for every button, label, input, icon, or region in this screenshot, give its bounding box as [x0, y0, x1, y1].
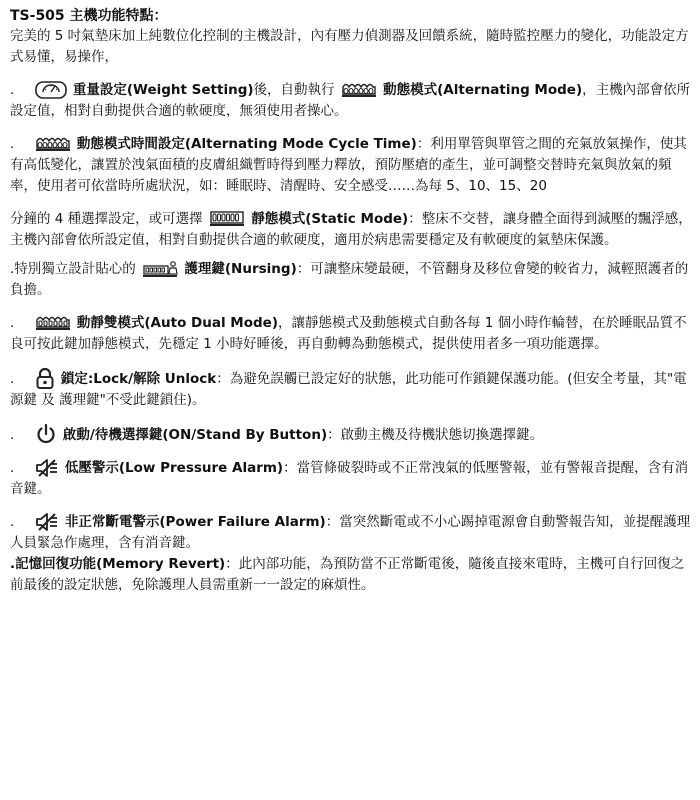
nursing-lead: .特別獨立設計貼心的 — [10, 261, 136, 277]
weight-setting-label: 重量設定(Weight Setting) — [72, 82, 254, 98]
feature-nursing — [10, 259, 692, 301]
feature-low-pressure-alarm — [10, 458, 692, 500]
power-failure-alarm-desc: ：當突然斷電或不小心踢掉電源會自動警報告知，並提醒護理人員緊急作處理，含有消音鍵。 — [10, 514, 691, 551]
power-icon — [35, 423, 57, 445]
lock-label: 鎖定:Lock/解除 Unlock — [60, 371, 217, 387]
memory-revert-desc: ：此內部功能，為預防當不正常斷電後，隨後直接來電時，主機可自行回復之前最後的設定狀態，免除護理人員需重新一一設定的麻煩性。 — [10, 556, 685, 593]
static-mode-label: 靜態模式(Static Mode) — [251, 211, 409, 227]
lock-icon — [35, 367, 55, 389]
bullet: . — [10, 315, 15, 331]
low-pressure-alarm-desc: ：當管條破裂時或不正常洩氣的低壓警報，並有警報音提醒，含有消音鍵。 — [10, 460, 689, 497]
auto-dual-mode-label: 動靜雙模式(Auto Dual Mode) — [76, 315, 278, 331]
nursing-mattress-icon — [142, 259, 178, 279]
feature-auto-dual-mode — [10, 313, 692, 355]
feature-weight-setting — [10, 80, 692, 122]
bullet: . — [10, 136, 15, 152]
feature-static-mode — [10, 209, 692, 251]
feature-cycle-time — [10, 134, 692, 197]
power-button-desc: ：啟動主機及待機狀態切換選擇鍵。 — [327, 427, 544, 443]
power-button-label: 啟動/待機選擇鍵(ON/Stand By Button) — [62, 427, 328, 443]
bullet: . — [10, 82, 15, 98]
static-mattress-icon — [209, 209, 245, 229]
document-title: TS-505 主機功能特點： — [10, 8, 168, 24]
cycle-time-desc-2: 分鐘的 4 種選擇設定，或可選擇 — [10, 211, 203, 227]
low-pressure-alarm-label: 低壓警示(Low Pressure Alarm) — [64, 460, 284, 476]
lock-desc: ：為避免誤觸已設定好的狀態，此功能可作鎖鍵保護功能。(但安全考量，其"電源鍵 及 護理鍵"不受此鍵鎖住)。 — [10, 371, 687, 408]
scale-icon — [35, 80, 67, 100]
alternating-mattress-icon — [35, 134, 71, 154]
feature-memory-revert — [10, 554, 692, 596]
alternating-mode-label: 動態模式(Alternating Mode) — [383, 82, 583, 98]
bullet: . — [10, 514, 15, 530]
weight-setting-mid: 後，自動執行 — [253, 82, 335, 98]
muted-speaker-icon — [35, 512, 59, 532]
dual-mode-mattress-icon — [35, 313, 71, 333]
intro-paragraph: 完美的 5 吋氣墊床加上純數位化控制的主機設計，內有壓力偵測器及回饋系統，隨時監控壓力的變化，功能設定方式易懂，易操作， — [10, 28, 689, 65]
muted-speaker-icon — [35, 458, 59, 478]
bullet: . — [10, 427, 15, 443]
memory-lead: . — [10, 556, 16, 572]
memory-revert-label: 記憶回復功能(Memory Revert) — [15, 556, 226, 572]
bullet: . — [10, 460, 15, 476]
cycle-time-desc: ：利用單管與單管之間的充氣放氣操作，使其有高低變化，讓置於洩氣面積的皮膚組織暫時得到壓力釋放，預防壓瘡的產生，並可調整交替時充氣與放氣的頻率，使用者可依當時所處狀況，如：睡眠時、清醒時、安全感受……為每 5、10、15、20 — [10, 136, 687, 194]
power-failure-alarm-label: 非正常斷電警示(Power Failure Alarm) — [64, 514, 326, 530]
weight-setting-desc: ，主機內部會依所設定值，相對自動提供合適的軟硬度，無須使用者操心。 — [10, 82, 691, 119]
feature-power-button — [10, 423, 692, 446]
feature-lock — [10, 367, 692, 411]
bullet: . — [10, 371, 15, 387]
cycle-time-label: 動態模式時間設定(Alternating Mode Cycle Time) — [76, 136, 417, 152]
nursing-desc: ：可讓整床變最硬，不管翻身及移位會變的較省力，減輕照護者的負擔。 — [10, 261, 689, 298]
feature-power-failure-alarm — [10, 512, 692, 554]
static-mode-desc: ：整床不交替，讓身體全面得到減壓的飄浮感，主機內部會依所設定值，相對自動提供合適的軟硬度，適用於病患需要穩定及有軟硬度的氣墊床保護。 — [10, 211, 692, 248]
auto-dual-mode-desc: ，讓靜態模式及動態模式自動各每 1 個小時作輪替，在於睡眠品質不良可按此鍵加靜態模式，先穩定 1 小時好睡後，再自動轉為動態模式，提供使用者多一項功能選擇。 — [10, 315, 687, 352]
nursing-label: 護理鍵(Nursing) — [184, 261, 297, 277]
alternating-mattress-icon — [341, 80, 377, 100]
